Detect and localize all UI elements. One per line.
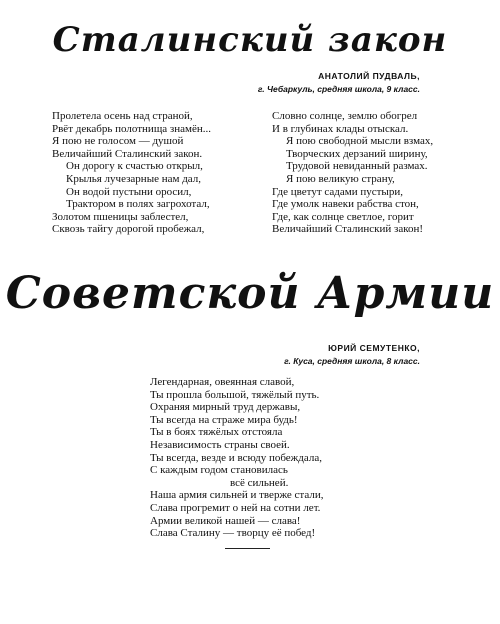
poem-line: Сквозь тайгу дорогой пробежал, [52,223,205,236]
author-name: АНАТОЛИЙ ПУДВАЛЬ, [318,71,420,81]
poem-line: Пролетела осень над страной, [52,110,193,122]
poem-line: И в глубинах клады отыскал. [272,122,409,135]
author-block-1 [258,70,420,96]
poem-line: Я пою великую страну, [286,172,395,185]
poem-line: Величайший Сталинский закон! [272,223,424,236]
author-name: ЮРИЙ СЕМУТЕНКО, [328,343,420,353]
poem-line: Он водой пустыни оросил, [66,185,192,198]
poem-line: Творческих дерзаний ширину, [286,147,428,160]
poem-line: Рвёт декабрь полотнища знамён... [52,122,212,135]
poem-line: Ты в боях тяжёлых отстояла [150,426,283,439]
poem-line: Ты прошла большой, тяжёлый путь. [150,388,320,401]
poem-line: Независимость страны своей. [150,438,290,451]
poem-title-stalin-law: Сталинский закон [52,20,448,60]
poem-title-soviet-army: Советской Армии [5,268,495,319]
poem2-column [150,376,323,540]
poem-line: Золотом пшеницы заблестел, [52,210,189,223]
poem-line: Армии великой нашей — слава! [150,514,301,527]
poem-line: Величайший Сталинский закон. [52,147,203,160]
poem-line: Слава прогремит о ней на сотни лет. [150,501,321,514]
poem-line: Охраняя мирный труд державы, [150,401,301,414]
end-divider [225,548,270,549]
poem-line: Ты всегда на страже мира будь! [150,413,298,426]
poem-line: Трудовой невиданный размах. [286,160,428,173]
poem-line: Словно солнце, землю обогрел [272,110,418,122]
poem-line: всё сильней. [230,476,289,489]
poem-line: Ты всегда, везде и всюду побеждала, [150,451,322,464]
author-block-2 [284,342,420,368]
poem-line: Слава Сталину — творцу её побед! [150,527,316,540]
poem-line: Трактором в полях загрохотал, [66,198,210,211]
poem-line: Где, как солнце светлое, горит [272,210,414,223]
poem1-right-column [272,110,433,236]
poem-line: Я пою не голосом — душой [52,135,184,148]
poem-line: Где цветут садами пустыри, [272,185,403,198]
poem-line: Наша армия сильней и тверже стали, [150,489,324,502]
poem1-left-column [52,110,211,236]
author-school: г. Чебаркуль, средняя школа, 9 класс. [257,84,420,94]
poem-line: Легендарная, овеянная славой, [150,376,295,388]
author-school: г. Куса, средняя школа, 8 класс. [284,356,420,366]
poem-line: С каждым годом становилась [150,464,288,477]
poem-line: Он дорогу к счастью открыл, [66,160,203,173]
poem-line: Где умолк навеки рабства стон, [272,198,419,211]
poem-line: Я пою свободной мысли взмах, [286,135,434,148]
poem-line: Крылья лучезарные нам дал, [66,172,202,185]
